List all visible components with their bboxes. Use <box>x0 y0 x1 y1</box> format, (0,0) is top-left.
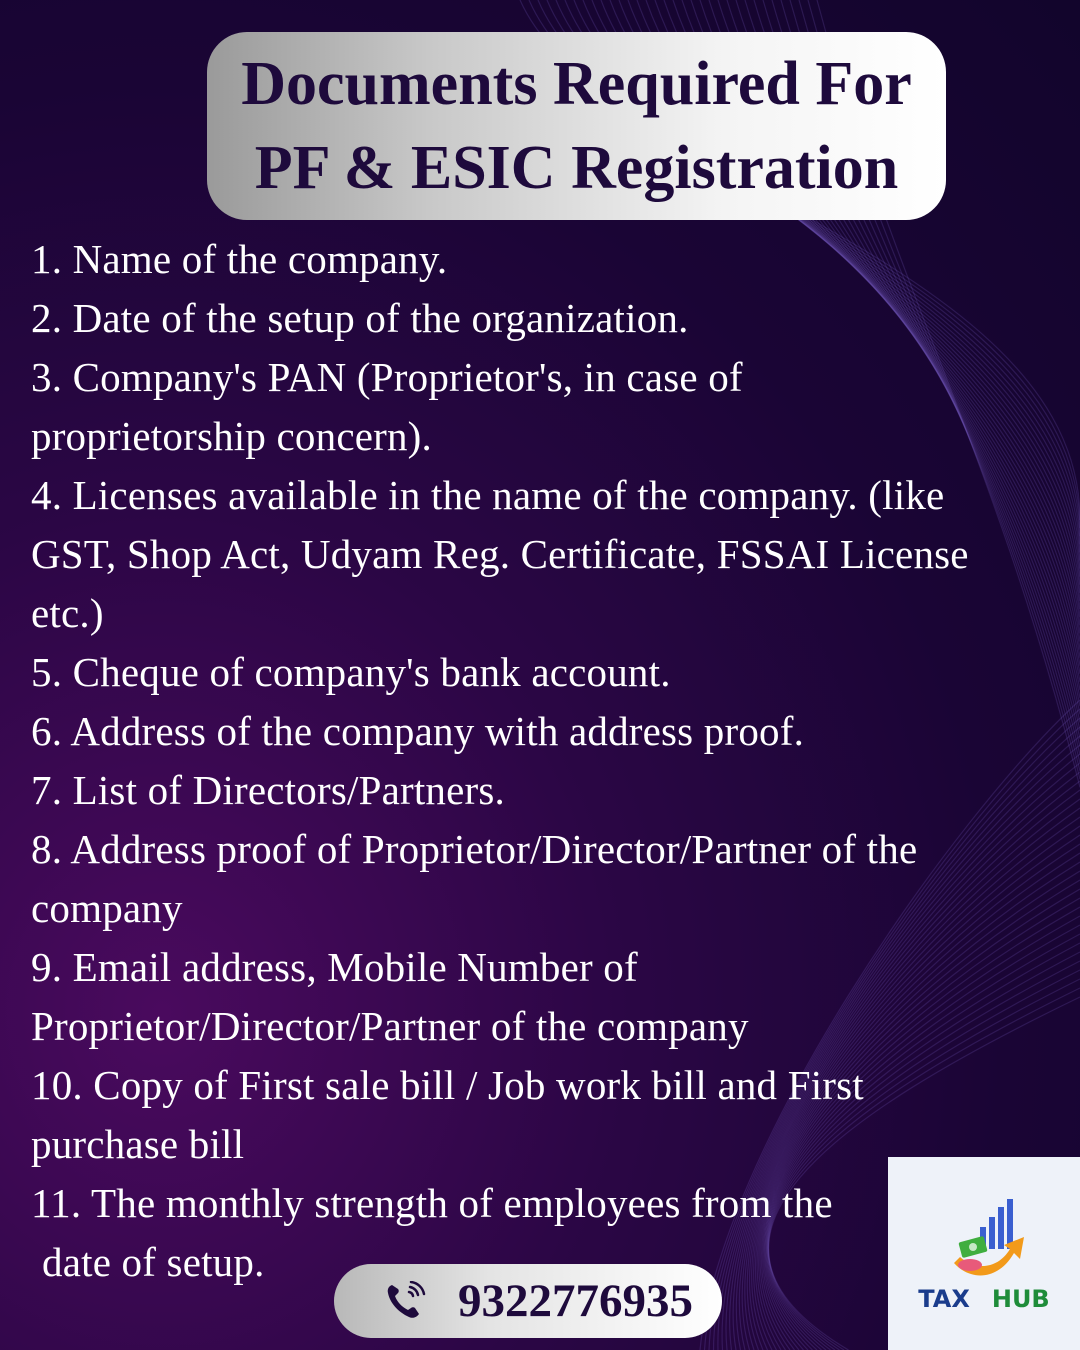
list-item: 9. Email address, Mobile Number of <box>31 944 638 990</box>
phone-contact-pill[interactable] <box>334 1264 722 1338</box>
list-item: purchase bill <box>31 1121 245 1167</box>
list-item: 6. Address of the company with address proof. <box>31 708 805 754</box>
list-item: etc.) <box>31 590 104 636</box>
list-item: 10. Copy of First sale bill / Job work bill and First <box>31 1062 864 1108</box>
page-title-line-1: Documents Required For <box>241 50 912 118</box>
list-item: Proprietor/Director/Partner of the company <box>31 1003 749 1049</box>
list-item: 2. Date of the setup of the organization. <box>31 295 689 341</box>
list-item: 4. Licenses available in the name of the company. (like <box>31 472 945 518</box>
growth-chart-money-icon <box>950 1197 1030 1289</box>
list-item: 11. The monthly strength of employees from the <box>31 1180 833 1226</box>
tax-hub-logo <box>888 1157 1080 1350</box>
logo-wordmark <box>888 1285 1080 1313</box>
list-item: 5. Cheque of company's bank account. <box>31 649 671 695</box>
logo-word-hub: HUB <box>991 1285 1050 1313</box>
list-item: date of setup. <box>42 1239 265 1285</box>
list-item: 7. List of Directors/Partners. <box>31 767 505 813</box>
list-item: 8. Address proof of Proprietor/Director/Partner of the <box>31 826 918 872</box>
list-item: 1. Name of the company. <box>31 236 448 282</box>
list-item: GST, Shop Act, Udyam Reg. Certificate, FSSAI License <box>31 531 969 577</box>
list-item: company <box>31 885 183 931</box>
phone-icon <box>384 1281 428 1321</box>
title-banner <box>207 32 946 220</box>
list-item: 3. Company's PAN (Proprietor's, in case of <box>31 354 743 400</box>
page-title-line-2: PF & ESIC Registration <box>254 134 899 202</box>
logo-word-tax: TAX <box>918 1285 970 1313</box>
documents-list <box>31 230 1061 1292</box>
list-item: proprietorship concern). <box>31 413 432 459</box>
phone-number: 9322776935 <box>458 1275 693 1327</box>
